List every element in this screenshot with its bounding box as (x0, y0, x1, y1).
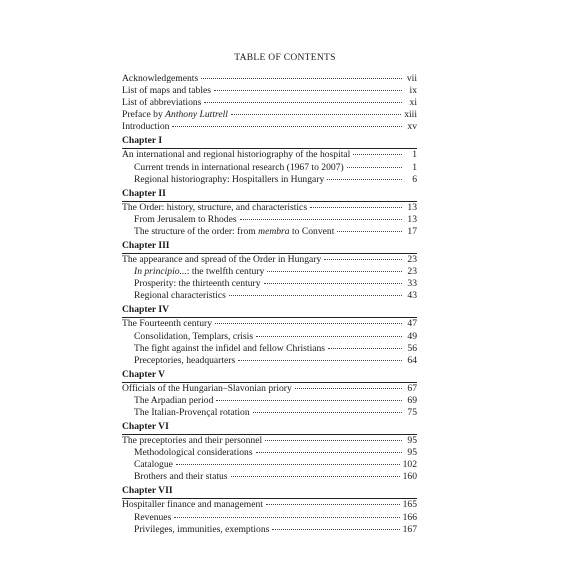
entry-label (122, 202, 307, 214)
toc-entry[interactable] (122, 73, 417, 85)
entry-label-text: Regional historiography: Hospitallers in Hungary (134, 173, 325, 185)
toc-subentry[interactable] (122, 226, 417, 238)
page-number: 56 (407, 342, 417, 354)
page-number: xi (409, 97, 417, 109)
toc-entry[interactable] (122, 149, 417, 161)
chapter-heading: Chapter IV (122, 304, 169, 316)
page-number: xiii (404, 109, 417, 121)
entry-label (134, 278, 261, 290)
dot-leader (238, 360, 402, 361)
page-number: 102 (402, 459, 417, 471)
dot-leader (272, 529, 399, 530)
entry-label (134, 290, 226, 302)
chapter-heading: Chapter VII (122, 485, 173, 497)
entry-label-text: From Jerusalem to Rhodes (134, 213, 237, 225)
entry-label (134, 512, 171, 524)
toc-entry[interactable] (122, 109, 417, 121)
chapter-heading: Chapter I (122, 135, 163, 147)
entry-label-text: to Convent (289, 225, 335, 237)
entry-label-text: The Italian-Provençal rotation (134, 406, 250, 418)
entry-label-text: The Order: history, structure, and characteristics (122, 201, 308, 213)
entry-label (134, 174, 324, 186)
page-number: 47 (407, 318, 417, 330)
dot-leader (231, 476, 400, 477)
toc-subentry[interactable] (122, 174, 417, 186)
dot-leader (256, 336, 402, 337)
dot-leader (295, 388, 402, 389)
entry-label-text: Preceptories, headquarters (134, 354, 236, 366)
entry-label (134, 343, 325, 355)
table-of-contents (122, 73, 417, 536)
dot-leader (174, 517, 399, 518)
entry-label-text: Introduction (122, 121, 170, 133)
dot-leader (353, 154, 402, 155)
dot-leader (264, 283, 402, 284)
entry-label (122, 254, 321, 266)
dot-leader (229, 295, 402, 296)
entry-label-text: Privileges, immunities, exemptions (134, 523, 270, 535)
page-number: 165 (402, 499, 417, 511)
page-number: 6 (412, 173, 417, 185)
toc-entry[interactable] (122, 383, 417, 395)
toc-entry[interactable] (122, 202, 417, 214)
entry-label (134, 395, 213, 407)
entry-label (122, 97, 201, 109)
chapter-heading: Chapter III (122, 240, 170, 252)
page-number: 75 (407, 406, 417, 418)
entry-label (134, 407, 250, 419)
chapter-heading: Chapter II (122, 187, 166, 199)
toc-subentry[interactable] (122, 278, 417, 290)
entry-label (134, 266, 264, 278)
page-number: 33 (407, 278, 417, 290)
page-number: 23 (407, 266, 417, 278)
entry-label (122, 109, 228, 121)
entry-label-text: Officials of the Hungarian–Slavonian priory (122, 382, 292, 394)
toc-subentry[interactable] (122, 524, 417, 536)
dot-leader (256, 452, 402, 453)
entry-label-italic: membra (258, 225, 290, 237)
toc-entry[interactable] (122, 97, 417, 109)
page-number: 1 (412, 161, 417, 173)
entry-label-text: Prosperity: the thirteenth century (134, 278, 261, 290)
chapter-heading: Chapter VI (122, 421, 169, 433)
page-number: vii (406, 73, 417, 84)
toc-subentry[interactable] (122, 407, 417, 419)
entry-label (122, 499, 263, 511)
toc-subentry[interactable] (122, 214, 417, 226)
entry-label (134, 214, 237, 226)
entry-label-text: List of abbreviations (122, 97, 202, 109)
entry-label-text: An international and regional historiography of the hospital (122, 149, 351, 161)
entry-label-italic: Anthony Luttrell (165, 109, 228, 121)
dot-leader (240, 219, 402, 220)
dot-leader (172, 126, 402, 127)
entry-label-text: Current trends in international research (1967 to 2007) (134, 161, 344, 173)
toc-entry[interactable] (122, 85, 417, 97)
chapter-heading: Chapter V (122, 368, 166, 380)
page-number: 13 (407, 213, 417, 225)
toc-subentry[interactable] (122, 512, 417, 524)
page-number: 160 (402, 471, 417, 483)
toc-entry[interactable] (122, 254, 417, 266)
entry-label (134, 471, 228, 483)
entry-label (122, 121, 169, 133)
entry-label (134, 447, 253, 459)
entry-label-text: Consolidation, Templars, crisis (134, 330, 254, 342)
entry-label (134, 162, 344, 174)
entry-label-text: The fight against the infidel and fellow Christians (134, 342, 326, 354)
toc-subentry[interactable] (122, 471, 417, 483)
dot-leader (204, 102, 402, 103)
entry-label-text: Acknowledgements (122, 73, 199, 84)
entry-label-text: Catalogue (134, 459, 173, 471)
entry-label (122, 149, 350, 161)
dot-leader (327, 179, 402, 180)
entry-label-text: The structure of the order: from (134, 225, 259, 237)
page-number: 13 (407, 201, 417, 213)
dot-leader (347, 167, 402, 168)
toc-subentry[interactable] (122, 343, 417, 355)
toc-subentry[interactable] (122, 290, 417, 302)
entry-label (134, 331, 253, 343)
page-number: 69 (407, 394, 417, 406)
toc-subentry[interactable] (122, 355, 417, 367)
entry-label (134, 459, 173, 471)
toc-entry[interactable] (122, 318, 417, 330)
dot-leader (324, 259, 402, 260)
entry-label-text: List of maps and tables (122, 85, 211, 97)
page-number: ix (409, 85, 417, 97)
entry-label-text: : the twelfth century (186, 266, 265, 278)
entry-label-text: The Fourteenth century (122, 318, 213, 330)
dot-leader (231, 114, 401, 115)
page-number: 167 (402, 523, 417, 535)
toc-subentry[interactable] (122, 331, 417, 343)
entry-label-text: Methodological considerations (134, 447, 253, 459)
dot-leader (337, 231, 402, 232)
page-number: 166 (402, 511, 417, 523)
page-number: 17 (407, 225, 417, 237)
dot-leader (265, 440, 402, 441)
toc-subentry[interactable] (122, 395, 417, 407)
toc-subentry[interactable] (122, 459, 417, 471)
toc-entry[interactable] (122, 499, 417, 511)
entry-label (134, 524, 269, 536)
page-number: 1 (412, 149, 417, 161)
entry-label-text: The Arpadian period (134, 394, 214, 406)
entry-label (122, 435, 262, 447)
entry-label (122, 318, 212, 330)
entry-label (122, 383, 292, 395)
dot-leader (215, 323, 402, 324)
entry-label-text: The appearance and spread of the Order in Hungary (122, 254, 322, 266)
entry-label (122, 73, 198, 85)
entry-label (134, 226, 334, 238)
dot-leader (214, 90, 402, 91)
page-number: 43 (407, 290, 417, 302)
entry-label-text: Regional characteristics (134, 290, 226, 302)
page-number: 49 (407, 330, 417, 342)
entry-label (134, 355, 235, 367)
page-title: TABLE OF CONTENTS (234, 53, 336, 63)
entry-label-italic: In principio... (134, 266, 187, 278)
dot-leader (201, 78, 402, 79)
toc-subentry[interactable] (122, 447, 417, 459)
page-number: xv (407, 121, 417, 133)
dot-leader (266, 504, 400, 505)
page-number: 95 (407, 435, 417, 447)
dot-leader (328, 348, 402, 349)
page-number: 67 (407, 382, 417, 394)
entry-label-text: Brothers and their status (134, 471, 228, 483)
page-number: 64 (407, 354, 417, 366)
dot-leader (216, 400, 402, 401)
entry-label-text: Hospitaller finance and management (122, 499, 263, 511)
toc-subentry[interactable] (122, 266, 417, 278)
page-number: 23 (407, 254, 417, 266)
toc-entry[interactable] (122, 121, 417, 133)
entry-label-text: Revenues (134, 511, 172, 523)
entry-label-text: Preface by (122, 109, 166, 121)
dot-leader (267, 271, 402, 272)
toc-entry[interactable] (122, 435, 417, 447)
dot-leader (310, 207, 402, 208)
page-number: 95 (407, 447, 417, 459)
entry-label (122, 85, 211, 97)
dot-leader (253, 412, 402, 413)
entry-label-text: The preceptories and their personnel (122, 435, 263, 447)
dot-leader (176, 464, 400, 465)
toc-subentry[interactable] (122, 162, 417, 174)
